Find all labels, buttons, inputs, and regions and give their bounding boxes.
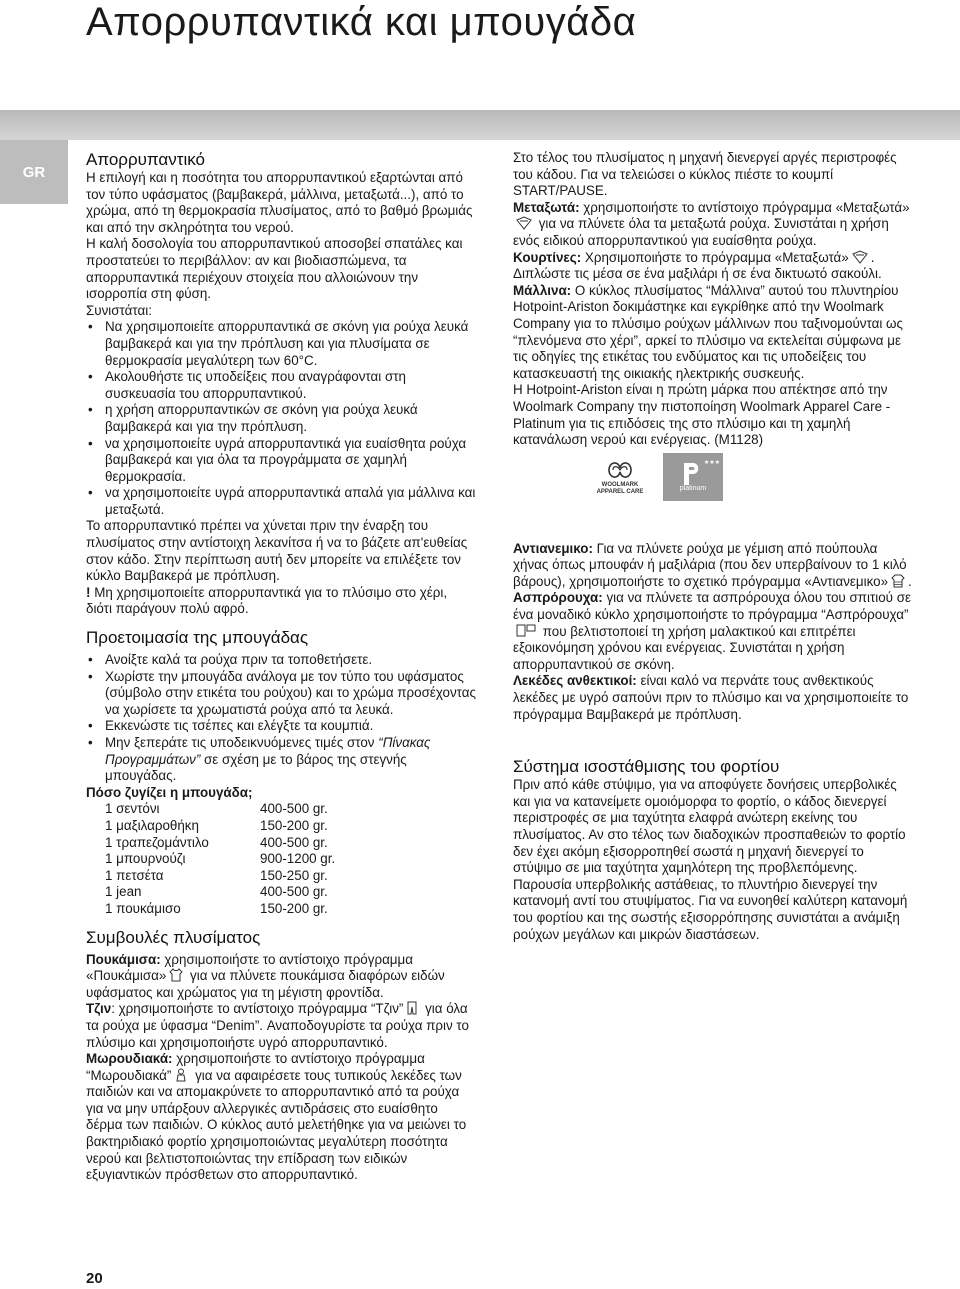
tip-label: Πουκάμισα:: [86, 951, 161, 967]
weight-item: 1 σεντόνι: [105, 801, 160, 817]
balance-text: Πριν από κάθε στύψιμο, για να αποφύγετε δονήσεις υπερβολικές και για να κατανείμετε ομοιόμορφα το φορτίο, ο κάδος διενεργεί περιστροφές σε μια ταχύτητα ελαφρά ανώτερη εκείνης του πλυσίματος. Αν στο τέλος των διαδοχικών προσπαθειών το φορτίο δεν έχει ακόμη εξισορροπηθεί σωστά η μηχανή διενεργεί το στύψιμο σε μια ταχύτητα χαμηλότερη της προβλεπόμενης. Παρουσία υπερβολικής αστάθειας, το πλυντήριο διενεργεί την κατανομή αντί του στυψίματος. Για να ευνοηθεί καλύτερη κατανομή του φορτίου και της σωστής εξισορρόπησης συνιστάται a ανάμιξη ρούχων μεγάλων και μικρών διαστάσεων.: [513, 777, 908, 942]
down-jacket-icon: [891, 574, 905, 588]
tip-label: Τζιν: [86, 1001, 112, 1017]
text-segment: για να πλύνετε τα ασπρόρουχα όλου του σπιτιού σε ένα μοναδικό κύκλο χρησιμοποιήστε το πρόγραμμα “Ασπρόρουχα”: [513, 590, 911, 623]
list-item: • Να χρησιμοποιείτε απορρυπαντικά σε σκόνη για ρούχα λευκά βαμβακερά και για την πρόπλυση και για πλυσίματα σε θερμοκρασία μεγαλύτερη των 60°C.: [86, 319, 476, 369]
prep-heading: Προετοιμασία της μπουγάδας: [86, 628, 309, 648]
language-tab: GR: [0, 140, 68, 204]
text-segment: για όλα τα ρούχα με ύφασμα “Denim”. Αναποδογυρίστε τα ρούχα πριν το πλύσιμο και χρησιμοποιήστε υγρό απορρυπαντικό.: [86, 1001, 469, 1050]
cycle-end-note: Στο τέλος του πλυσίματος η μηχανή διενεργεί αργές περιστροφές του κάδου. Για να τελειώσει ο κύκλος πιέστε το κουμπί START/PAUSE.: [513, 150, 897, 199]
woolmark-line1: WOOLMARK: [601, 481, 639, 488]
whites-icon: [516, 624, 536, 638]
tip-baby: [86, 1051, 476, 1184]
text-segment: Χρησιμοποιήστε το πρόγραμμα «Μεταξωτά»: [581, 249, 849, 265]
weight-value: 900-1200 gr.: [260, 851, 336, 867]
list-item: • Εκκενώστε τις τσέπες και ελέγξτε τα κουμπιά.: [86, 718, 476, 735]
tip-silk: [513, 200, 913, 250]
tip-down: [513, 541, 913, 591]
tip-label: Κουρτίνες:: [513, 249, 582, 265]
weight-value: 150-200 gr.: [260, 817, 328, 833]
weight-item: 1 πετσέτα: [105, 867, 164, 883]
list-item: • η χρήση απορρυπαντικών σε σκόνη για ρούχα λευκά βαμβακερά και για την πρόπλυση.: [86, 402, 476, 435]
table-row: [86, 868, 476, 885]
text-segment: .: [908, 573, 912, 589]
weight-heading: Πόσο ζυγίζει η μπουγάδα;: [86, 784, 253, 800]
detergent-warning: [86, 585, 476, 618]
text-segment: . Διπλώστε τις μέσα σε ένα μαξιλάρι ή σε ένα δικτυωτό σακούλι.: [513, 249, 882, 282]
tips-heading: Συμβουλές πλυσίματος: [86, 927, 261, 947]
list-item: • Χωρίστε την μπουγάδα ανάλογα με τον τύπο του υφάσματος (σύμβολο στην ετικέτα του ρούχου) και το χρώμα προσέχοντας να χωρίσετε τα χρωματιστά ρούχα από τα λευκά.: [86, 669, 476, 719]
text-segment: που βελτιστοποιεί τη χρήση μαλακτικού και επιτρέπει εξοικονόμηση χρόνου και ενέργειας. Συνιστάται η χρήση απορρυπαντικού σε σκόνη.: [513, 623, 856, 672]
detergent-bullets: [86, 319, 476, 518]
woolmark-line2: APPAREL CARE: [596, 488, 644, 495]
jeans-icon: [406, 1001, 418, 1015]
tip-shirts: [86, 952, 476, 1002]
tip-stains: [513, 673, 913, 723]
weight-value: 150-250 gr.: [260, 867, 328, 883]
platinum-stars: ★★★: [703, 459, 720, 466]
right-column: [513, 150, 913, 943]
weight-value: 400-500 gr.: [260, 834, 328, 850]
platinum-logo: [663, 453, 723, 501]
text-segment: για να πλύνετε όλα τα μεταξωτά ρούχα. Συνιστάται η χρήση ενός ειδικού απορρυπαντικού για ευαίσθητα ρούχα.: [513, 216, 889, 248]
weight-item: 1 πουκάμισο: [105, 900, 181, 916]
page-title: Απορρυπαντικά και μπουγάδα: [86, 0, 637, 44]
table-row: [86, 818, 476, 835]
list-item: • Ακολουθήστε τις υποδείξεις που αναγράφονται στη συσκευασία του απορρυπαντικού.: [86, 369, 476, 402]
text-segment: είναι καλό να περνάτε τους ανθεκτικούς λεκέδες με υγρό σαπούνι πριν το πλύσιμο και να χρησιμοποιείτε το πρόγραμμα Βαμβακερά με πρόπλυση.: [513, 673, 909, 722]
text-segment: Για να πλύνετε ρούχα με γέμιση από πούπουλα χήνας όπως μπουφάν ή μαξιλάρια (που δεν υπερβαίνουν το 1 κιλό βάρους), χρησιμοποιήστε το σχετικό πρόγραμμα «Αντιανεμικο»: [513, 540, 907, 589]
balance-heading: Σύστημα ισοστάθμισης του φορτίου: [513, 757, 780, 777]
text-segment: για να πλύνετε πουκάμισα διαφόρων ειδών υφάσματος και χρώματος για τη μέγιστη φροντίδα.: [86, 968, 445, 1000]
tip-whites: [513, 590, 913, 673]
list-item: • να χρησιμοποιείτε υγρά απορρυπαντικά για ευαίσθητα ρούχα βαμβακερά και για όλα τα προγράμματα σε χαμηλή θερμοκρασία.: [86, 436, 476, 486]
tip-curtains: [513, 250, 913, 283]
list-item: • Ανοίξτε καλά τα ρούχα πριν τα τοποθετήσετε.: [86, 652, 476, 669]
detergent-recommended: Συνιστάται:: [86, 302, 152, 318]
warning-text: Μη χρησιμοποιείτε απορρυπαντικά για το πλύσιμο στο χέρι, διότι παράγουν πολύ αφρό.: [86, 584, 448, 617]
table-row: [86, 801, 476, 818]
table-row: [86, 835, 476, 852]
table-row: [86, 884, 476, 901]
baby-icon: [174, 1068, 188, 1082]
detergent-pouring: Το απορρυπαντικό πρέπει να χύνεται πριν την έναρξη του πλυσίματος στην αντίστοιχη λεκανίτσα ή να το βάζετε απ'ευθείας στον κάδο. Στην περίπτωση αυτή δεν μπορείτε να επιλέξετε τον κύκλο Βαμβακερά με πρόπλυση.: [86, 518, 468, 584]
text-segment: : χρησιμοποιήστε το αντίστοιχο πρόγραμμα “Τζιν”: [111, 1001, 404, 1017]
tip-label: Ασπρόρουχα:: [513, 590, 603, 606]
tip-label: Αντιανεμικο:: [513, 540, 593, 556]
list-item: • να χρησιμοποιείτε υγρά απορρυπαντικά απαλά για μάλλινα και μεταξωτά.: [86, 485, 476, 518]
detergent-intro: Η επιλογή και η ποσότητα του απορρυπαντικού εξαρτώνται από τον τύπο υφάσματος (βαμβακερά, μάλλινα, μεταξωτά...), από το χρώμα, από τη θερμοκρασία πλυσίματος, από το βαθμό βρωμιάς και από την σκληρότητα του νερού.: [86, 170, 473, 235]
weight-item: 1 jean: [105, 884, 142, 900]
detergent-heading: Απορρυπαντικό: [86, 150, 205, 169]
tip-jeans: [86, 1001, 476, 1051]
list-item: [86, 735, 476, 785]
woolmark-certification: Η Hotpoint-Ariston είναι η πρώτη μάρκα που απέκτησε από την Woolmark Company την πιστοποίηση Woolmark Apparel Care - Platinum για τις επιδόσεις της στο πλύσιμο και τη χαμηλή κατανάλωση νερού και ενέργειας. (M1128): [513, 382, 891, 448]
tip-label: Λεκέδες ανθεκτικοί:: [513, 673, 637, 689]
woolmark-logo: [585, 453, 655, 501]
page-number: 20: [86, 1270, 103, 1287]
weight-item: 1 μπουρνούζι: [105, 851, 186, 867]
tip-label: Μάλλινα:: [513, 282, 572, 298]
tip-label: Μεταξωτά:: [513, 199, 580, 215]
weight-table: [86, 801, 476, 917]
weight-value: 150-200 gr.: [260, 900, 328, 916]
text-segment: Μην ξεπεράτε τις υποδεικνυόμενες τιμές στον: [105, 735, 379, 750]
detergent-dosage: Η καλή δοσολογία του απορρυπαντικού αποσοβεί σπατάλες και προστατεύει το περιβάλλον: αν και βιοδιασπώμενα, τα απορρυπαντικά περιέχουν στοιχεία που αλλοιώνουν την ισορροπία στη φύση.: [86, 236, 463, 302]
program-table-ref: “Πίνακας Προγραμμάτων”: [105, 735, 431, 767]
warning-icon: !: [86, 584, 91, 600]
platinum-text: platinum: [679, 485, 707, 493]
prep-bullets: [86, 652, 476, 785]
silk-icon: [852, 250, 868, 264]
tip-wool: [513, 283, 913, 383]
text-segment: χρησιμοποιήστε το αντίστοιχο πρόγραμμα «Μεταξωτά»: [579, 199, 910, 215]
shirt-icon: [169, 968, 183, 982]
header-band: [0, 110, 960, 140]
section-spacer: [513, 723, 913, 757]
certification-logos: [513, 453, 913, 501]
text-segment: για να αφαιρέσετε τους τυπικούς λεκέδες των παιδιών και να απομακρύνετε το απορρυπαντικό από τα ρούχα για να μην υπάρξουν αλλεργικές αντιδράσεις στο ευαίσθητο δέρμα των παιδιών. Ο κύκλος αυτό μελετήθηκε για να μειώνει το βακτηριδιακό φορτίο χρησιμοποιώντας μεγαλύτερη ποσότητα νερού και βελτιστοποιώντας την επίδραση των ειδικών εξυγιαντικών πρόσθετων στο απορρυπαντικό.: [86, 1067, 467, 1183]
weight-item: 1 τραπεζομάντιλο: [105, 834, 209, 850]
text-segment: χρησιμοποιήστε το αντίστοιχο πρόγραμμα “Μωρουδιακά”: [86, 1051, 425, 1083]
text-segment: Ο κύκλος πλυσίματος “Μάλλινα” αυτού του πλυντηρίου Hotpoint-Ariston δοκιμάστηκε και εγκρίθηκε από την Woolmark Company για το πλύσιμο ρούχων μάλλινων που ταξινομούνται ως “πλενόμενα στο χέρι”, αρκεί το πλύσιμο να εκτελείται σύμφωνα με τις οδηγίες της ετικέτας του ενδύματος και τις υποδείξεις του κατασκευαστή της οικιακής ηλεκτρικής συσκευής.: [513, 282, 903, 381]
table-row: [86, 851, 476, 868]
tip-label: Μωρουδιακά:: [86, 1051, 173, 1067]
weight-value: 400-500 gr.: [260, 801, 328, 817]
table-row: [86, 901, 476, 918]
text-segment: χρησιμοποιήστε το αντίστοιχο πρόγραμμα «Πουκάμισα»: [86, 951, 413, 984]
woolmark-icon: [606, 458, 634, 482]
left-column: [86, 150, 476, 1184]
weight-item: 1 μαξιλαροθήκη: [105, 817, 199, 833]
silk-icon: [516, 216, 532, 230]
weight-value: 400-500 gr.: [260, 884, 328, 900]
text-segment: σε σχέση με το βάρος της στεγνής μπουγάδας.: [105, 751, 407, 784]
